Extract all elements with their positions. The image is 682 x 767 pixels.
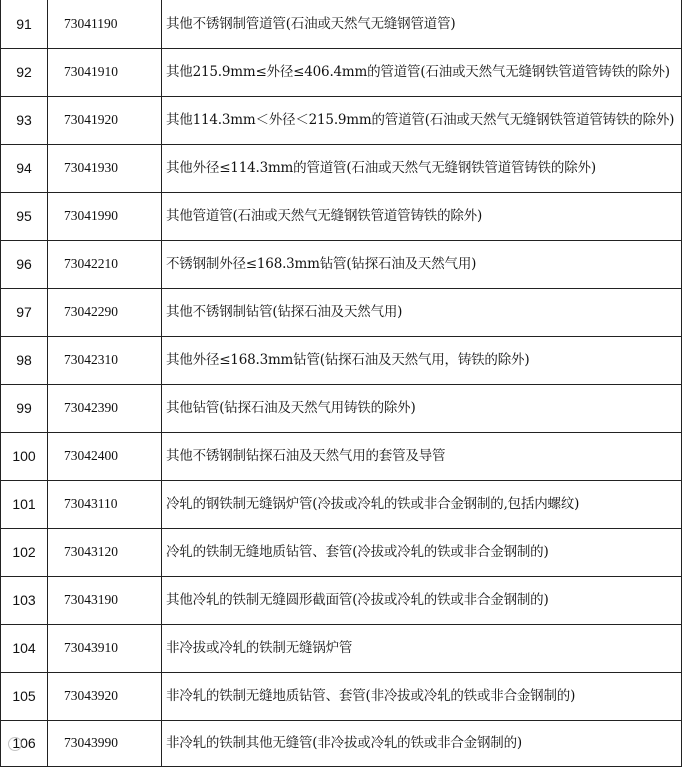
table-row — [1, 288, 682, 336]
hs-code: 73043190 — [48, 576, 162, 624]
hs-code: 73042290 — [48, 288, 162, 336]
product-description: 冷轧的铁制无缝地质钻管、套管(冷拔或冷轧的铁或非合金钢制的) — [162, 528, 682, 576]
hs-code: 73041910 — [48, 48, 162, 96]
row-number: 99 — [1, 384, 48, 432]
hs-code: 73042310 — [48, 336, 162, 384]
table-row — [1, 576, 682, 624]
row-number: 101 — [1, 480, 48, 528]
product-description: 不锈钢制外径≤168.3mm钻管(钻探石油及天然气用) — [162, 240, 682, 288]
table-row — [1, 192, 682, 240]
row-number: 92 — [1, 48, 48, 96]
row-number: 96 — [1, 240, 48, 288]
table-row — [1, 144, 682, 192]
row-number: 103 — [1, 576, 48, 624]
product-description: 非冷拔或冷轧的铁制无缝锅炉管 — [162, 624, 682, 672]
row-number: 105 — [1, 672, 48, 720]
table-row — [1, 528, 682, 576]
row-number: 95 — [1, 192, 48, 240]
hs-code: 73043110 — [48, 480, 162, 528]
hs-code: 73041990 — [48, 192, 162, 240]
table-row — [1, 432, 682, 480]
table-row — [1, 384, 682, 432]
table-row — [1, 240, 682, 288]
product-description: 冷轧的钢铁制无缝锅炉管(冷拔或冷轧的铁或非合金钢制的,包括内螺纹) — [162, 480, 682, 528]
hs-code: 73042390 — [48, 384, 162, 432]
table-row — [1, 336, 682, 384]
product-description: 其他钻管(钻探石油及天然气用铸铁的除外) — [162, 384, 682, 432]
row-number: 104 — [1, 624, 48, 672]
hs-code: 73041920 — [48, 96, 162, 144]
product-description: 非冷轧的铁制无缝地质钻管、套管(非冷拔或冷轧的铁或非合金钢制的) — [162, 672, 682, 720]
hs-code: 73041930 — [48, 144, 162, 192]
table-row — [1, 624, 682, 672]
product-description: 其他外径≤168.3mm钻管(钻探石油及天然气用，铸铁的除外) — [162, 336, 682, 384]
hs-code: 73043920 — [48, 672, 162, 720]
table-row — [1, 48, 682, 96]
row-number: 106 — [1, 720, 48, 766]
hs-code: 73043990 — [48, 720, 162, 766]
tariff-table-body — [1, 0, 682, 766]
row-number: 98 — [1, 336, 48, 384]
row-number: 97 — [1, 288, 48, 336]
hs-code: 73043910 — [48, 624, 162, 672]
product-description: 非冷轧的铁制其他无缝管(非冷拔或冷轧的铁或非合金钢制的) — [162, 720, 682, 766]
product-description: 其他不锈钢制管道管(石油或天然气无缝钢管道管) — [162, 0, 682, 48]
product-description: 其他管道管(石油或天然气无缝钢铁管道管铸铁的除外) — [162, 192, 682, 240]
product-description: 其他外径≤114.3mm的管道管(石油或天然气无缝钢铁管道管铸铁的除外) — [162, 144, 682, 192]
row-number: 91 — [1, 0, 48, 48]
product-description: 其他114.3mm＜外径＜215.9mm的管道管(石油或天然气无缝钢铁管道管铸铁的除外) — [162, 96, 682, 144]
hs-code: 73042210 — [48, 240, 162, 288]
hs-code: 73043120 — [48, 528, 162, 576]
table-row — [1, 0, 682, 48]
product-description: 其他冷轧的铁制无缝圆形截面管(冷拔或冷轧的铁或非合金钢制的) — [162, 576, 682, 624]
row-number: 102 — [1, 528, 48, 576]
product-description: 其他215.9mm≤外径≤406.4mm的管道管(石油或天然气无缝钢铁管道管铸铁的除外) — [162, 48, 682, 96]
table-row — [1, 672, 682, 720]
hs-code: 73042400 — [48, 432, 162, 480]
table-row — [1, 96, 682, 144]
hs-code: 73041190 — [48, 0, 162, 48]
table-row — [1, 480, 682, 528]
table-row — [1, 720, 682, 766]
row-number: 94 — [1, 144, 48, 192]
product-description: 其他不锈钢制钻管(钻探石油及天然气用) — [162, 288, 682, 336]
row-number: 93 — [1, 96, 48, 144]
row-number: 100 — [1, 432, 48, 480]
product-description: 其他不锈钢制钻探石油及天然气用的套管及导管 — [162, 432, 682, 480]
